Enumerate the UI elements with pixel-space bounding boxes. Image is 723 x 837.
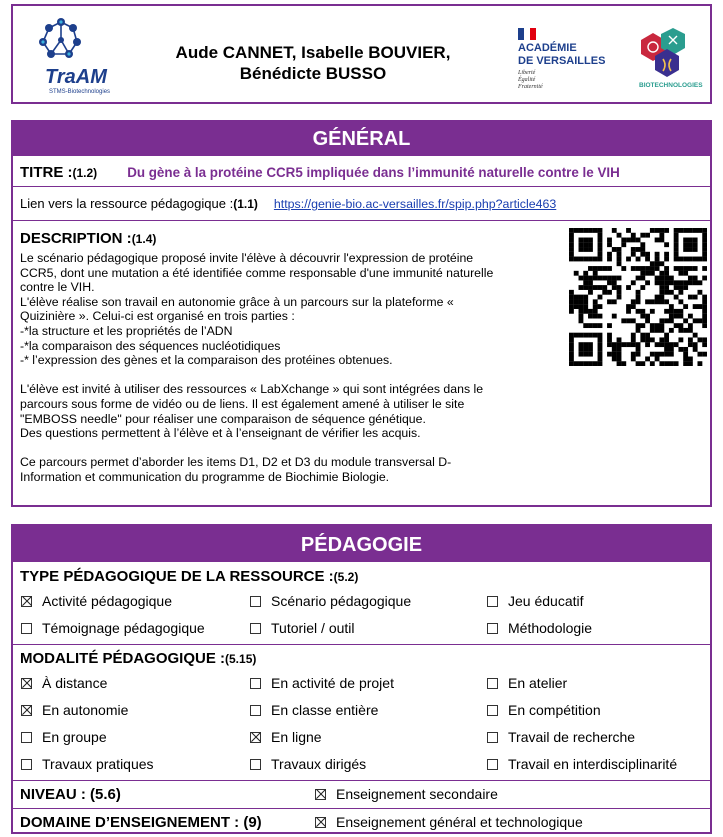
biotech-hexagons-icon (625, 26, 699, 86)
checkbox[interactable] (250, 678, 261, 689)
option-jeu-educatif[interactable] (487, 593, 584, 609)
pedagogie-section (11, 524, 712, 834)
description-line: L'élève réalise son travail en autonomie grâce à un parcours sur la plateforme « (20, 294, 454, 309)
academie-line-1: ACADÉMIE (518, 42, 577, 54)
motto-3: Fraternité (518, 84, 543, 90)
option-en-competition[interactable] (487, 702, 601, 718)
checkbox[interactable] (250, 705, 261, 716)
checkbox[interactable] (487, 732, 498, 743)
checkbox[interactable] (250, 759, 261, 770)
checkbox[interactable] (250, 623, 261, 634)
description-line: -*la structure et les propriétés de l’ADN (20, 323, 233, 338)
checkbox[interactable] (487, 623, 498, 634)
option-en-ligne[interactable] (250, 729, 322, 745)
option-label: En autonomie (42, 702, 129, 718)
divider (13, 186, 710, 187)
option-scenario-pedagogique[interactable] (250, 593, 411, 609)
checkbox[interactable] (250, 732, 261, 743)
traam-logo (21, 14, 121, 98)
option-activite-pedagogique[interactable] (21, 593, 172, 609)
option-label: Activité pédagogique (42, 593, 172, 609)
option-label: En classe entière (271, 702, 379, 718)
option-label: Jeu éducatif (508, 593, 584, 609)
divider (13, 808, 710, 809)
option-label: En ligne (271, 729, 322, 745)
modalite-heading (20, 650, 256, 668)
option-label: En atelier (508, 675, 568, 691)
checkbox[interactable] (487, 705, 498, 716)
option-label: Travail de recherche (508, 729, 636, 745)
option-label: En compétition (508, 702, 601, 718)
modalite-code: (5.15) (225, 652, 257, 666)
option-label: Travail en interdisciplinarité (508, 756, 678, 772)
description-line: Information et communication du programme de Biochimie Biologie. (20, 469, 390, 484)
description-line: Le scénario pédagogique proposé invite l'élève à découvrir l'expression de protéine (20, 251, 474, 265)
checkbox[interactable] (250, 596, 261, 607)
resource-link[interactable]: https://genie-bio.ac-versailles.fr/spip.php?article463 (273, 197, 557, 211)
title-value: Du gène à la protéine CCR5 impliquée dans l’immunité naturelle contre le VIH (127, 165, 620, 180)
checkbox[interactable] (21, 759, 32, 770)
description-line: parcours sous forme de vidéo ou de liens. Il est également amené à utiliser le site (20, 396, 465, 411)
header-box (11, 4, 712, 104)
authors-line-2: Bénédicte BUSSO (239, 64, 387, 83)
link-label: Lien vers la ressource pédagogique : (20, 196, 234, 211)
domaine-option[interactable] (315, 814, 583, 830)
description-heading (20, 230, 156, 248)
type-code: (5.2) (333, 570, 359, 584)
description-text (20, 251, 560, 485)
option-temoignage-pedagogique[interactable] (21, 620, 205, 636)
checkbox[interactable] (487, 596, 498, 607)
option-label: Scénario pédagogique (271, 593, 412, 609)
biotech-label: BIOTECHNOLOGIES (639, 82, 703, 89)
option-label: À distance (42, 675, 108, 691)
traam-logo-subtitle: STMS-Biotechnologies (49, 89, 111, 95)
option-a-distance[interactable] (21, 675, 107, 691)
option-label: Tutoriel / outil (271, 620, 355, 636)
option-label: Témoignage pédagogique (42, 620, 205, 636)
general-section (11, 120, 712, 507)
option-travaux-pratiques[interactable] (21, 756, 154, 772)
option-label: Travaux dirigés (271, 756, 367, 772)
checkbox[interactable] (21, 623, 32, 634)
niveau-value: Enseignement secondaire (336, 786, 498, 802)
title-row (20, 164, 620, 181)
description-line: L'élève est invité à utiliser des ressources « LabXchange » qui sont intégrées dans le (20, 382, 484, 397)
domaine-value: Enseignement général et technologique (336, 814, 583, 830)
description-line: Ce parcours permet d’aborder les items D1, D2 et D3 du module transversal D- (20, 455, 452, 470)
checkbox[interactable] (21, 705, 32, 716)
motto-2: Égalité (518, 77, 536, 83)
option-en-atelier[interactable] (487, 675, 567, 691)
description-label: DESCRIPTION : (20, 230, 132, 247)
checkbox[interactable] (487, 678, 498, 689)
checkbox[interactable] (21, 678, 32, 689)
description-line (20, 368, 560, 383)
description-line (20, 441, 560, 456)
niveau-label: NIVEAU : (5.6) (20, 786, 121, 803)
description-line: -* l’expression des gènes et la comparaison des protéines obtenues. (20, 353, 393, 368)
description-line: Des questions permettent à l’élève et à l’enseignant de vérifier les acquis. (20, 426, 421, 441)
option-travail-de-recherche[interactable] (487, 729, 635, 745)
title-label: TITRE : (20, 164, 73, 181)
checkbox[interactable] (487, 759, 498, 770)
authors-line-1: Aude CANNET, Isabelle BOUVIER, (175, 43, 451, 62)
authors (143, 42, 483, 84)
option-label: Travaux pratiques (42, 756, 154, 772)
general-heading: GÉNÉRAL (13, 122, 710, 156)
option-travaux-diriges[interactable] (250, 756, 366, 772)
divider (13, 644, 710, 645)
academie-line-2: DE VERSAILLES (518, 55, 606, 67)
option-travail-en-interdisciplinarite[interactable] (487, 756, 677, 772)
domaine-label: DOMAINE D’ENSEIGNEMENT : (9) (20, 814, 262, 831)
description-line: CCR5, dont une mutation a été identifiée comme responsable d'une immunité naturelle (20, 265, 494, 280)
motto-1: Liberté (518, 70, 536, 76)
checkbox[interactable] (21, 732, 32, 743)
divider (13, 780, 710, 781)
biotech-logo (625, 26, 703, 96)
description-code: (1.4) (131, 232, 157, 246)
description-line: contre le VIH. (20, 280, 95, 295)
option-label: Méthodologie (508, 620, 593, 636)
description-line: Quizinière ». Celui-ci est organisé en trois parties : (20, 309, 295, 324)
description-line: -*la comparaison des séquences nucléotidiques (20, 338, 281, 353)
modalite-label: MODALITÉ PÉDAGOGIQUE : (20, 650, 226, 667)
checkbox[interactable] (315, 817, 326, 828)
title-code: (1.2) (72, 166, 98, 180)
link-code: (1.1) (233, 197, 258, 211)
niveau-option[interactable] (315, 786, 498, 802)
traam-logo-text: TraAM (45, 66, 107, 88)
option-en-activite-de-projet[interactable] (250, 675, 394, 691)
type-label: TYPE PÉDAGOGIQUE DE LA RESSOURCE : (20, 568, 334, 585)
marianne-flag-icon (518, 28, 536, 40)
option-label: En groupe (42, 729, 107, 745)
divider (13, 220, 710, 221)
option-en-autonomie[interactable] (21, 702, 128, 718)
checkbox[interactable] (21, 596, 32, 607)
option-methodologie[interactable] (487, 620, 592, 636)
description-line: "EMBOSS needle" pour réaliser une comparaison de séquence génétique. (20, 411, 426, 426)
qr-code[interactable] (569, 228, 707, 366)
link-row (20, 196, 556, 211)
option-tutoriel-outil[interactable] (250, 620, 355, 636)
option-en-groupe[interactable] (21, 729, 107, 745)
option-en-classe-entiere[interactable] (250, 702, 378, 718)
pedagogie-heading: PÉDAGOGIE (13, 526, 710, 562)
option-label: En activité de projet (271, 675, 394, 691)
type-heading (20, 568, 358, 586)
checkbox[interactable] (315, 789, 326, 800)
academie-logo (518, 28, 618, 98)
